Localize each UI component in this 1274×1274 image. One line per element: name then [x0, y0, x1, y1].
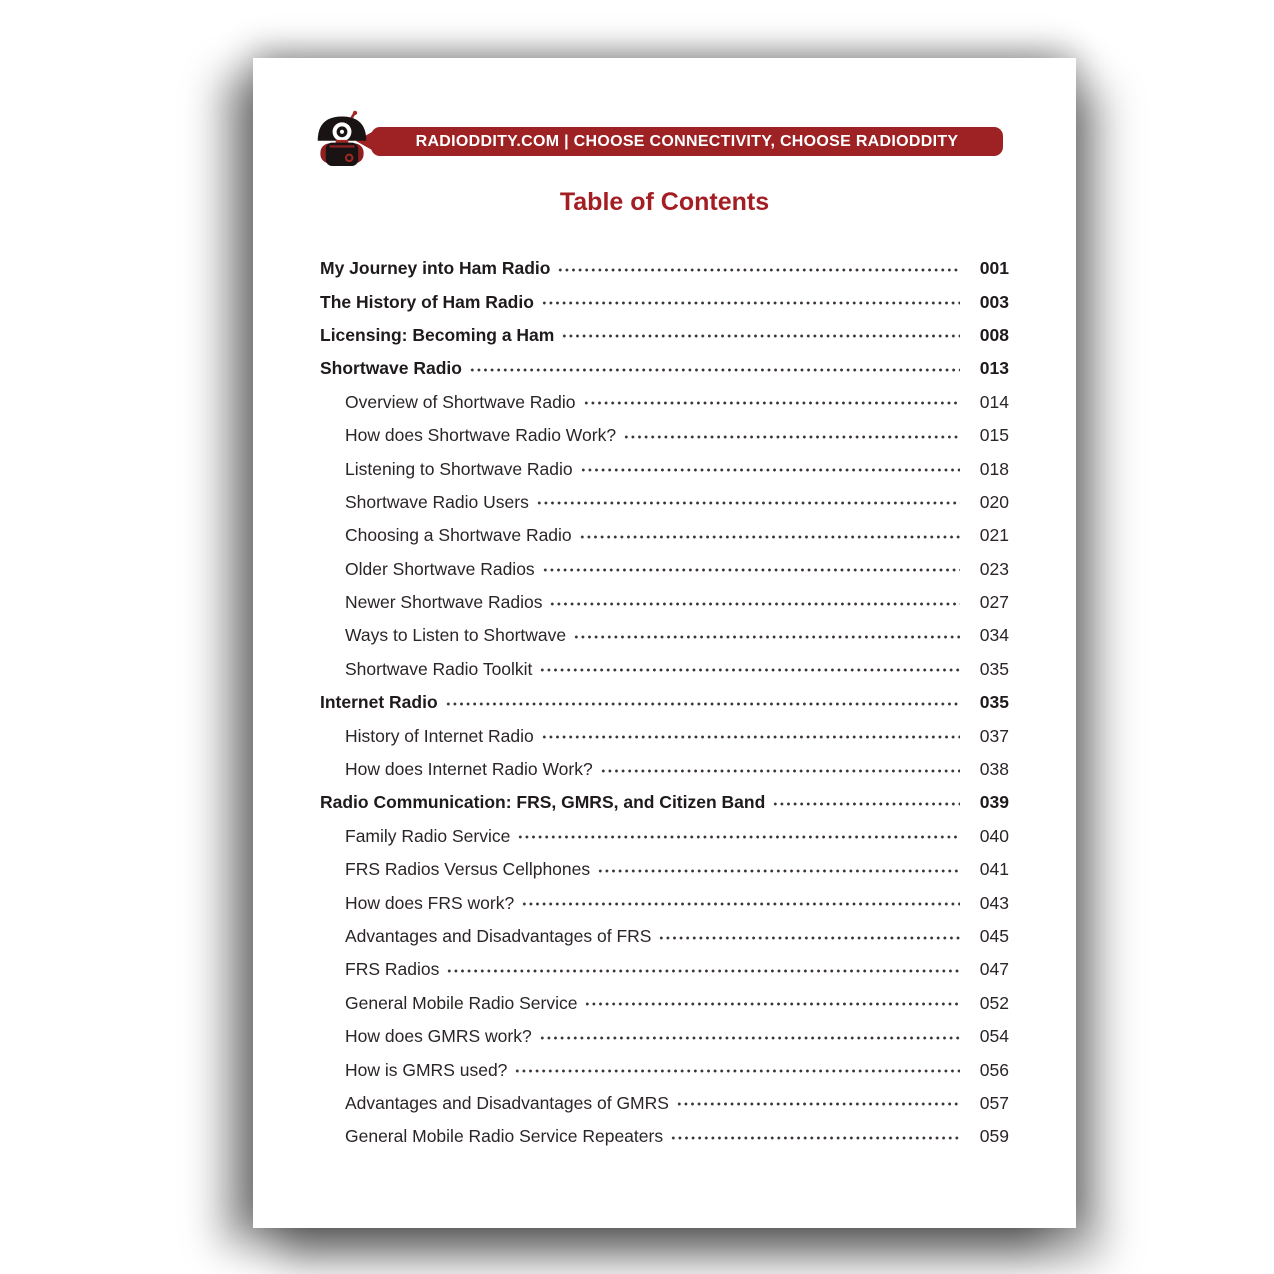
- toc-entry: [320, 285, 1009, 318]
- toc-entry: [320, 386, 1009, 419]
- toc-entry-title: FRS Radios Versus Cellphones: [345, 859, 591, 880]
- toc-entry-title: Choosing a Shortwave Radio: [345, 525, 572, 546]
- toc-entry: [320, 853, 1009, 886]
- toc-entry-page-number: 003: [979, 291, 1009, 312]
- toc-entry: [320, 553, 1009, 586]
- toc-entry-page-number: 015: [979, 425, 1009, 446]
- toc-entry: [320, 619, 1009, 652]
- toc-entry-title: General Mobile Radio Service Repeaters: [345, 1126, 664, 1147]
- dot-leader: [676, 1097, 960, 1111]
- dot-leader: [517, 830, 960, 844]
- dot-leader: [446, 964, 960, 978]
- toc-entry-page-number: 054: [979, 1026, 1009, 1047]
- toc-entry: [320, 586, 1009, 619]
- radioddity-robot-logo-icon: [315, 110, 369, 168]
- toc-entry-page-number: 038: [979, 759, 1009, 780]
- dot-leader: [549, 597, 960, 611]
- toc-entry-title: Advantages and Disadvantages of FRS: [345, 926, 652, 946]
- toc-entry-page-number: 043: [979, 892, 1009, 913]
- toc-entry-title: History of Internet Radio: [345, 725, 534, 746]
- toc-entry-title: Ways to Listen to Shortwave: [345, 625, 567, 646]
- dot-leader: [514, 1064, 960, 1078]
- toc-entry-title: How does GMRS work?: [345, 1026, 532, 1047]
- toc-entry: [320, 1087, 1009, 1120]
- toc-entry-page-number: 013: [979, 358, 1009, 379]
- toc-entry: [320, 953, 1009, 986]
- document-page: [253, 58, 1076, 1228]
- dot-leader: [541, 296, 960, 310]
- dot-leader: [542, 563, 960, 577]
- toc-entry-page-number: 035: [979, 658, 1009, 679]
- toc-entry-page-number: 039: [979, 792, 1009, 813]
- dot-leader: [579, 530, 960, 544]
- toc-entry: [320, 519, 1009, 552]
- toc-entry: [320, 352, 1009, 385]
- toc-entry-title: Radio Communication: FRS, GMRS, and Citizen Band: [320, 792, 766, 813]
- dot-leader: [469, 363, 960, 377]
- toc-entry-title: My Journey into Ham Radio: [320, 258, 551, 279]
- toc-entry-page-number: 052: [979, 992, 1009, 1013]
- toc-entry: [320, 252, 1009, 285]
- toc-entry: [320, 987, 1009, 1020]
- page-title: Table of Contents: [559, 188, 770, 216]
- toc-entry-title: FRS Radios: [345, 959, 440, 980]
- toc-entry-page-number: 041: [979, 859, 1009, 880]
- dot-leader: [521, 897, 960, 911]
- toc-entry-title: General Mobile Radio Service: [345, 992, 578, 1013]
- banner-tagline: RADIODDITY.COM | CHOOSE CONNECTIVITY, CHOOSE RADIODDITY: [415, 132, 959, 150]
- toc-entry-title: Licensing: Becoming a Ham: [320, 324, 555, 345]
- dot-leader: [584, 997, 960, 1011]
- toc-entry-page-number: 059: [979, 1126, 1009, 1147]
- toc-entry-title: Older Shortwave Radios: [345, 558, 535, 579]
- toc-entry: [320, 786, 1009, 819]
- toc-entry: [320, 419, 1009, 452]
- dot-leader: [670, 1131, 960, 1145]
- toc-entry-page-number: 001: [979, 258, 1009, 279]
- toc-entry: [320, 319, 1009, 352]
- dot-leader: [557, 263, 960, 277]
- toc-entry-page-number: 018: [979, 458, 1009, 479]
- toc-entry-title: How does FRS work?: [345, 892, 515, 913]
- dot-leader: [445, 697, 960, 711]
- toc-entry-page-number: 014: [979, 391, 1009, 412]
- toc-entry-title: How does Shortwave Radio Work?: [345, 425, 617, 446]
- toc-entry-page-number: 037: [979, 725, 1009, 746]
- toc-entry-page-number: 027: [979, 592, 1009, 613]
- toc-entry-page-number: 021: [979, 525, 1009, 546]
- header-banner: [371, 127, 1003, 156]
- toc-entry: [320, 920, 1009, 953]
- toc-entry: [320, 1020, 1009, 1053]
- toc-entry-page-number: 034: [979, 625, 1009, 646]
- toc-entry-page-number: 040: [979, 825, 1009, 846]
- toc-entry-page-number: 057: [979, 1092, 1009, 1113]
- dot-leader: [623, 430, 960, 444]
- toc-entry: [320, 486, 1009, 519]
- dot-leader: [539, 663, 960, 677]
- dot-leader: [658, 931, 960, 945]
- toc-entry-page-number: 008: [979, 324, 1009, 345]
- toc-list: [320, 252, 1009, 1154]
- toc-entry: [320, 1120, 1009, 1153]
- toc-entry-title: Internet Radio: [320, 692, 438, 713]
- dot-leader: [772, 797, 960, 811]
- toc-entry: [320, 686, 1009, 719]
- toc-entry-page-number: 035: [979, 692, 1009, 713]
- toc-entry-page-number: 020: [979, 491, 1009, 512]
- dot-leader: [573, 630, 960, 644]
- dot-leader: [580, 463, 960, 477]
- toc-entry-title: Advantages and Disadvantages of GMRS: [345, 1092, 669, 1113]
- dot-leader: [536, 496, 960, 510]
- toc-entry-page-number: 045: [979, 926, 1009, 946]
- dot-leader: [600, 764, 960, 778]
- dot-leader: [541, 730, 960, 744]
- dot-leader: [561, 329, 960, 343]
- toc-entry-title: Overview of Shortwave Radio: [345, 391, 576, 412]
- toc-entry-title: Shortwave Radio Toolkit: [345, 658, 533, 679]
- dot-leader: [583, 396, 960, 410]
- toc-entry-title: How does Internet Radio Work?: [345, 759, 593, 780]
- toc-entry-title: Listening to Shortwave Radio: [345, 458, 573, 479]
- dot-leader: [597, 864, 960, 878]
- toc-entry: [320, 886, 1009, 919]
- toc-entry-title: The History of Ham Radio: [320, 291, 534, 312]
- toc-entry-page-number: 047: [979, 959, 1009, 980]
- toc-entry: [320, 820, 1009, 853]
- toc-entry: [320, 719, 1009, 752]
- toc-entry-title: Family Radio Service: [345, 825, 511, 846]
- toc-entry-page-number: 023: [979, 558, 1009, 579]
- toc-entry: [320, 753, 1009, 786]
- dot-leader: [539, 1031, 960, 1045]
- toc-entry-title: How is GMRS used?: [345, 1059, 508, 1080]
- toc-entry: [320, 452, 1009, 485]
- toc-entry-page-number: 056: [979, 1059, 1009, 1080]
- toc-entry: [320, 1053, 1009, 1086]
- toc-entry-title: Newer Shortwave Radios: [345, 592, 543, 613]
- toc-entry-title: Shortwave Radio Users: [345, 491, 529, 512]
- toc-entry-title: Shortwave Radio: [320, 358, 462, 379]
- toc-entry: [320, 653, 1009, 686]
